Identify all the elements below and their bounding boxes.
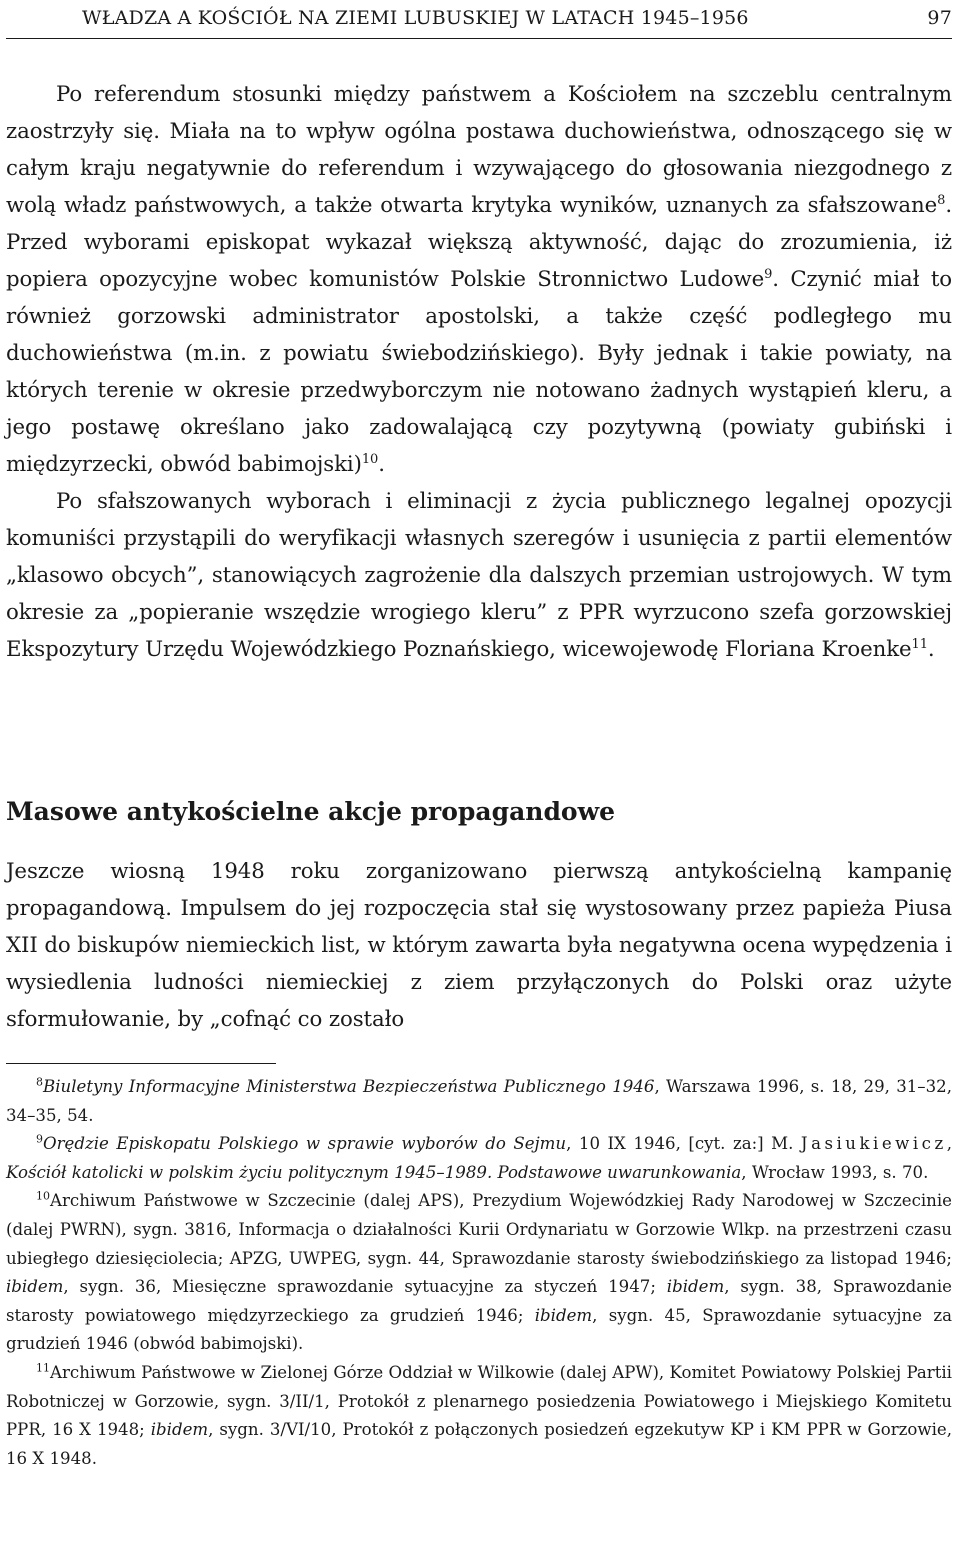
footnote-9 <box>6 1130 952 1187</box>
footnote-text: , sygn. 38, Sprawozdanie starosty powiatowego międzyrzeckiego za grudzień 1946; <box>6 1277 952 1325</box>
footnote-ibidem: ibidem <box>150 1420 209 1440</box>
footnote-number: 9 <box>36 1132 43 1146</box>
footnote-text: , sygn. 45, Sprawozdanie sytuacyjne za grudzień 1946 (obwód babimojski). <box>6 1305 952 1354</box>
footnote-text: , 10 IX 1946, [cyt. za:] M. <box>566 1134 801 1154</box>
paragraph-1-text-d: . <box>378 452 385 477</box>
footnote-text: Archiwum Państwowe w Szczecinie (dalej APS), Prezydium Wojewódzkiej Rady Narodowej w Szczecinie (dalej PWRN), sygn. 3816, Informacja o działalności Kurii Ordynariatu w Gorzowie Wlkp. na przestrzeni czasu ubiegłego dziesięciolecia; APZG, UWPEG, sygn. 44, Sprawozdanie starosty świebodzińskiego za listopad 1946; <box>6 1191 952 1268</box>
footnote-text: , Wrocław 1993, s. 70. <box>741 1162 929 1182</box>
paragraph-1-text-c: . Czynić miał to również gorzowski administrator apostolski, a także część podległego mu duchowieństwa (m.in. z powiatu świebodzińskiego). Były jednak i takie powiaty, na których terenie w okresie przedwyborczym nie notowano żadnych wystąpień kleru, a jego postawę określano jako zadowalającą czy pozytywną (powiaty gubiński i międzyrzecki, obwód babimojski) <box>6 267 952 477</box>
paragraph-1-text-b: . Przed wyborami episkopat wykazał większą aktywność, dając do zrozumienia, iż popiera opozycyjne wobec komunistów Polskie Stronnictwo Ludowe <box>6 193 952 292</box>
footnote-rule <box>6 1063 276 1064</box>
footnote-ref-9[interactable]: 9 <box>764 266 773 282</box>
footnote-number: 11 <box>36 1361 50 1375</box>
footnote-number: 8 <box>36 1075 43 1089</box>
footnote-ref-10[interactable]: 10 <box>361 451 379 467</box>
paragraph-1-text-a: Po referendum stosunki między państwem a Kościołem na szczeblu centralnym zaostrzyły się. Miała na to wpływ ogólna postawa duchowieństwa, odnoszącego się w całym kraju negatywnie do referendum i wzywającego do głosowania niezgodnego z wolą władz państwowych, a także otwarta krytyka wyników, uznanych za sfałszowane <box>6 82 952 218</box>
footnote-11 <box>6 1359 952 1473</box>
body-text-bottom <box>6 853 952 1038</box>
footnote-8 <box>6 1073 952 1130</box>
paragraph-2-text-a: Po sfałszowanych wyborach i eliminacji z życia publicznego legalnej opozycji komuniści przystąpili do weryfikacji własnych szeregów i usunięcia z partii elementów „klasowo obcych”, stanowiących zagrożenie dla dalszych przemian ustrojowych. W tym okresie za „popieranie wszędzie wrogiego kleru” z PPR wyrzucono szefa gorzowskiej Ekspozytury Urzędu Wojewódzkiego Poznańskiego, wicewojewodę Floriana Kroenke <box>6 489 952 662</box>
section-heading: Masowe antykościelne akcje propagandowe <box>6 797 616 826</box>
footnote-10 <box>6 1187 952 1359</box>
footnote-author: Jasiukiewicz <box>800 1134 947 1154</box>
footnote-number: 10 <box>36 1189 50 1203</box>
page-number: 97 <box>927 7 952 29</box>
running-header <box>6 3 952 33</box>
footnote-text: Archiwum Państwowe w Zielonej Górze Oddział w Wilkowie (dalej APW), Komitet Powiatowy Polskiej Partii Robotniczej w Gorzowie, sygn. 3/II/1, Protokół z plenarnego posiedzenia Powiatowego i Miejskiego Komitetu PPR, 16 X 1948; <box>6 1362 952 1440</box>
header-rule <box>6 38 952 39</box>
footnote-italic-title: Kościół katolicki w polskim życiu politycznym 1945–1989. Podstawowe uwarunkowania <box>6 1162 742 1182</box>
paragraph-1 <box>6 76 952 483</box>
footnote-ibidem: ibidem <box>534 1305 593 1325</box>
footnote-text: , Warszawa 1996, s. 18, 29, 31–32, 34–35, 54. <box>6 1077 952 1125</box>
footnotes <box>6 1073 952 1473</box>
footnote-ref-8[interactable]: 8 <box>937 192 946 208</box>
footnote-text: , <box>946 1134 952 1154</box>
footnote-ibidem: ibidem <box>6 1277 64 1297</box>
paragraph-3: Jeszcze wiosną 1948 roku zorganizowano pierwszą antykościelną kampanię propagandową. Impulsem do jej rozpoczęcia stał się wystosowany przez papieża Piusa XII do biskupów niemieckich list, w którym zawarta była negatywna ocena wypędzenia i wysiedlenia ludności niemieckiej z ziem przyłączonych do Polski oraz użyte sformułowanie, by „cofnąć co zostało <box>6 859 952 1032</box>
running-title: WŁADZA A KOŚCIÓŁ NA ZIEMI LUBUSKIEJ W LATACH 1945–1956 <box>82 7 749 29</box>
body-text-top <box>6 76 952 668</box>
footnote-italic-title: Biuletyny Informacyjne Ministerstwa Bezpieczeństwa Publicznego 1946 <box>43 1077 655 1096</box>
footnote-text: , sygn. 3/VI/10, Protokół z połączonych posiedzeń egzekutyw KP i KM PPR w Gorzowie, 16 X 1948. <box>6 1420 952 1468</box>
paragraph-2-text-b: . <box>927 637 935 662</box>
footnote-text: , sygn. 36, Miesięczne sprawozdanie sytuacyjne za styczeń 1947; <box>63 1277 667 1297</box>
footnote-ibidem: ibidem <box>666 1277 725 1297</box>
footnote-italic-title: Orędzie Episkopatu Polskiego w sprawie wyborów do Sejmu <box>43 1134 567 1154</box>
paragraph-2 <box>6 483 952 668</box>
footnote-ref-11[interactable]: 11 <box>911 636 928 652</box>
